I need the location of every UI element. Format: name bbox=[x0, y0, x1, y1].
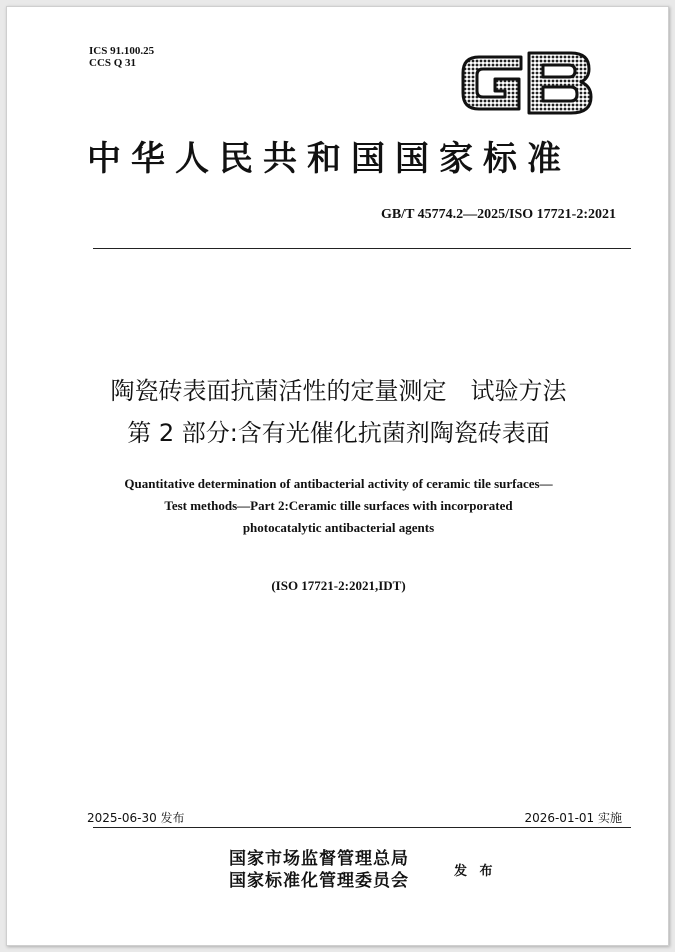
issuer-sac: 国家标准化管理委员会 bbox=[229, 871, 409, 891]
publish-label: 发 布 bbox=[454, 864, 497, 879]
classification-codes bbox=[89, 45, 154, 69]
implementation-date: 2026-01-01 实施 bbox=[524, 811, 622, 825]
standard-category-title: 中华人民共和国国家标准 bbox=[87, 139, 571, 179]
issuer-samr: 国家市场监督管理总局 bbox=[229, 849, 409, 869]
english-title bbox=[7, 473, 670, 539]
chinese-title-line-1: 陶瓷砖表面抗菌活性的定量测定 试验方法 bbox=[110, 377, 567, 405]
chinese-title-line-2: 第 2 部分:含有光催化抗菌剂陶瓷砖表面 bbox=[127, 419, 550, 447]
footer-divider bbox=[93, 827, 631, 828]
gb-logo bbox=[459, 47, 595, 123]
header-divider bbox=[93, 248, 631, 249]
english-title-line-1: Quantitative determination of antibacterial activity of ceramic tile surfaces— bbox=[124, 476, 553, 491]
english-title-line-2: Test methods—Part 2:Ceramic tille surfaces with incorporated bbox=[164, 498, 513, 513]
issue-date: 2025-06-30 发布 bbox=[87, 811, 185, 825]
ics-code: ICS 91.100.25 bbox=[89, 45, 155, 57]
document-page bbox=[6, 6, 669, 946]
standard-number: GB/T 45774.2—2025/ISO 17721-2:2021 bbox=[380, 207, 616, 222]
gb-logo-graphic bbox=[459, 47, 595, 119]
ccs-code: CCS Q 31 bbox=[89, 57, 137, 69]
english-title-line-3: photocatalytic antibacterial agents bbox=[242, 520, 435, 535]
iso-equivalence: (ISO 17721-2:2021,IDT) bbox=[271, 578, 406, 593]
issuing-authorities bbox=[229, 848, 409, 892]
